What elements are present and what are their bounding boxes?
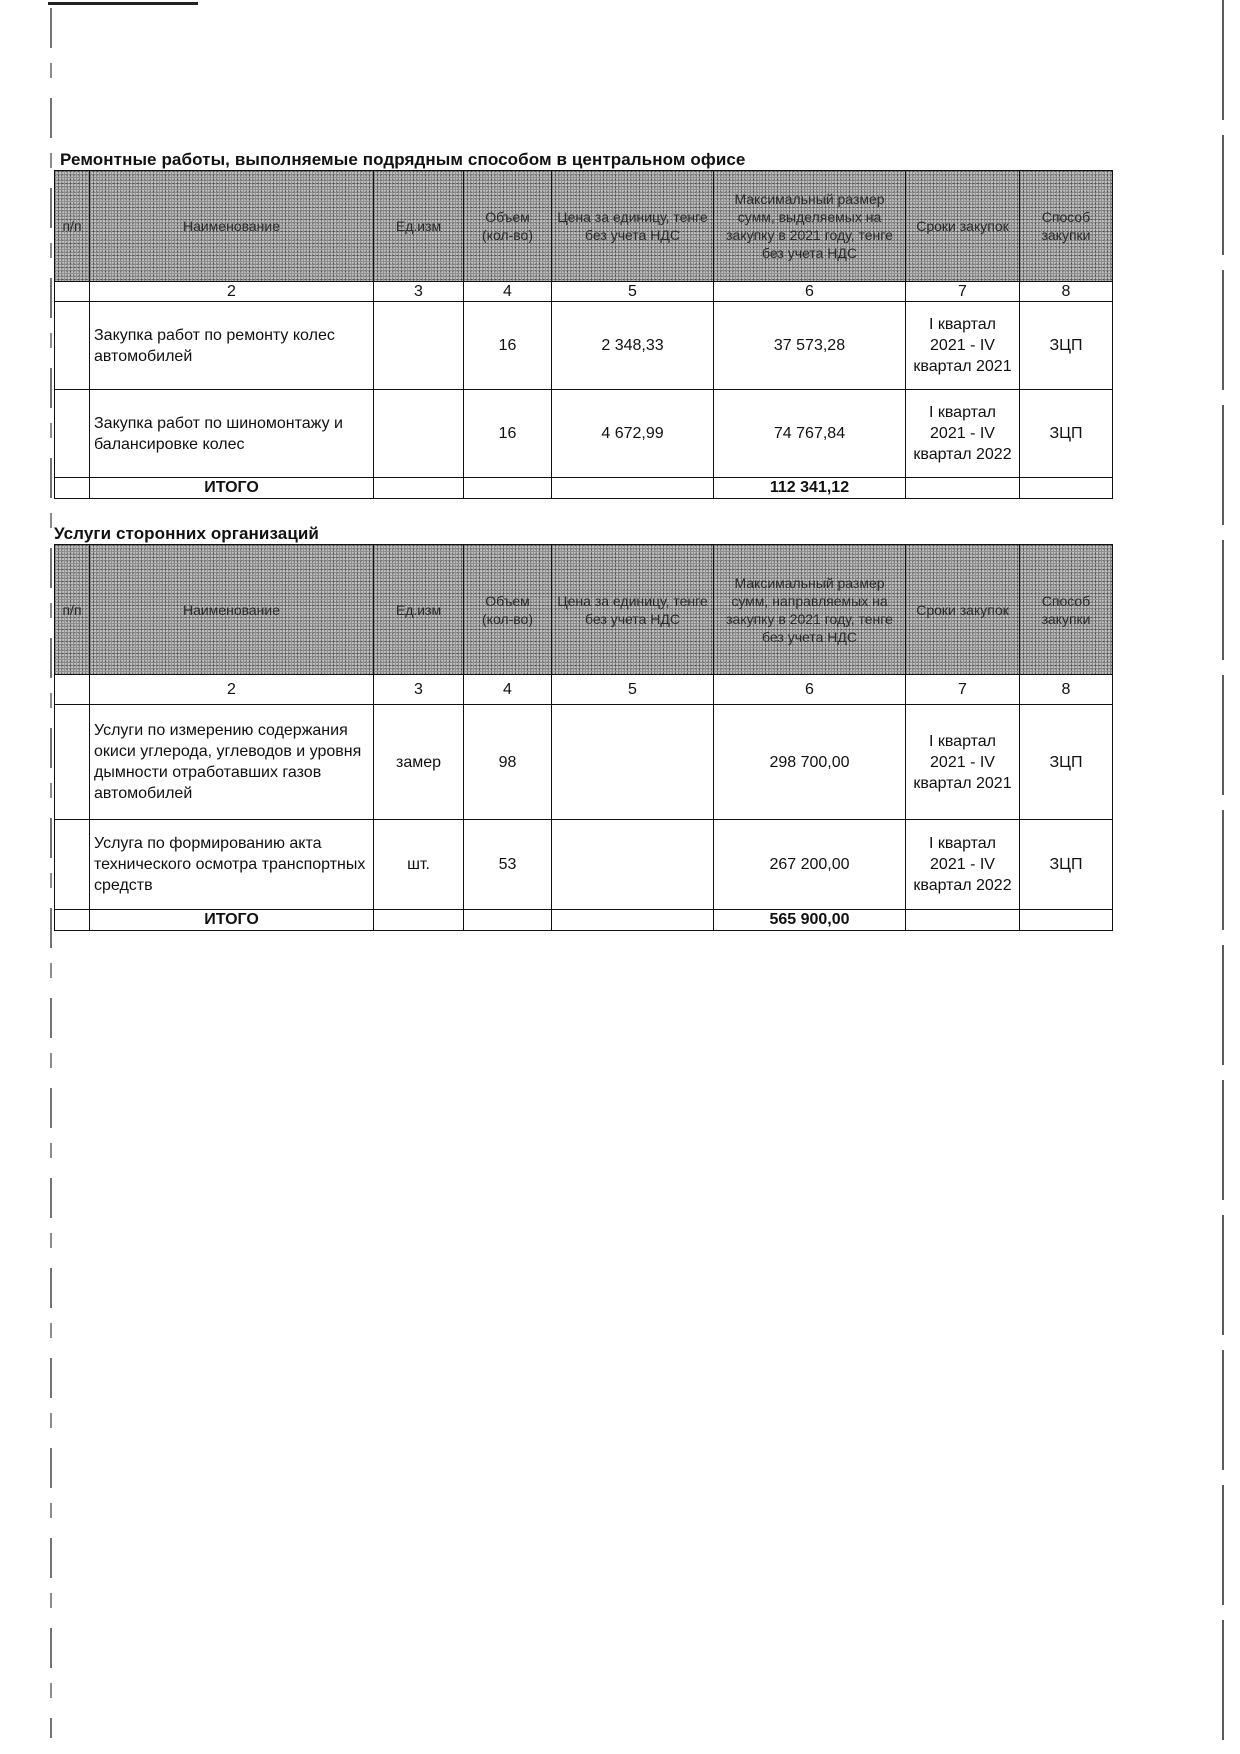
- header-cell-qty: Объем (кол-во): [464, 171, 552, 282]
- row-price: [552, 705, 714, 820]
- row-sum: 267 200,00: [714, 820, 906, 910]
- column-number: 7: [906, 675, 1020, 705]
- total-row: [55, 478, 1113, 499]
- row-name: Закупка работ по шиномонтажу и балансировке колес: [90, 390, 374, 478]
- header-cell-sum: Максимальный размер сумм, выделяемых на закупку в 2021 году, тенге без учета НДС: [714, 171, 906, 282]
- row-method: ЗЦП: [1020, 705, 1113, 820]
- column-number: 5: [552, 282, 714, 302]
- row-qty: 98: [464, 705, 552, 820]
- total-empty-cell: [55, 910, 90, 931]
- total-empty-cell: [1020, 478, 1113, 499]
- row-price: 4 672,99: [552, 390, 714, 478]
- row-sum: 74 767,84: [714, 390, 906, 478]
- total-empty-cell: [55, 478, 90, 499]
- column-number: 6: [714, 282, 906, 302]
- row-sum: 37 573,28: [714, 302, 906, 390]
- row-qty: 16: [464, 302, 552, 390]
- column-numbers-row: [55, 675, 1113, 705]
- column-number: 4: [464, 282, 552, 302]
- header-cell-unit: Ед.изм: [374, 171, 464, 282]
- row-no: [55, 820, 90, 910]
- row-unit: шт.: [374, 820, 464, 910]
- header-cell-qty: Объем (кол-во): [464, 545, 552, 675]
- row-method: ЗЦП: [1020, 302, 1113, 390]
- row-term: I квартал 2021 - IV квартал 2021: [906, 302, 1020, 390]
- header-cell-term: Сроки закупок: [906, 171, 1020, 282]
- header-cell-price: Цена за единицу, тенге без учета НДС: [552, 545, 714, 675]
- row-qty: 16: [464, 390, 552, 478]
- section-title-services: Услуги сторонних организаций: [54, 524, 319, 543]
- row-term: I квартал 2021 - IV квартал 2022: [906, 820, 1020, 910]
- header-cell-method: Способ закупки: [1020, 171, 1113, 282]
- row-method: ЗЦП: [1020, 390, 1113, 478]
- header-cell-unit: Ед.изм: [374, 545, 464, 675]
- repair-works-table: [54, 170, 1113, 499]
- header-cell-method: Способ закупки: [1020, 545, 1113, 675]
- header-cell-name: Наименование: [90, 171, 374, 282]
- row-no: [55, 302, 90, 390]
- row-name: Закупка работ по ремонту колес автомобилей: [90, 302, 374, 390]
- row-no: [55, 705, 90, 820]
- row-term: I квартал 2021 - IV квартал 2021: [906, 705, 1020, 820]
- row-price: [552, 820, 714, 910]
- row-qty: 53: [464, 820, 552, 910]
- column-number: 8: [1020, 282, 1113, 302]
- scan-edge-left: [50, 8, 52, 1738]
- header-cell-no: п/п: [55, 545, 90, 675]
- third-party-services-table: [54, 544, 1113, 931]
- row-method: ЗЦП: [1020, 820, 1113, 910]
- table-row: [55, 705, 1113, 820]
- column-number: 6: [714, 675, 906, 705]
- total-sum: 112 341,12: [714, 478, 906, 499]
- column-number: [55, 675, 90, 705]
- table-header-row: [55, 545, 1113, 675]
- row-term: I квартал 2021 - IV квартал 2022: [906, 390, 1020, 478]
- table-row: [55, 820, 1113, 910]
- total-row: [55, 910, 1113, 931]
- total-empty-cell: [464, 910, 552, 931]
- total-empty-cell: [552, 910, 714, 931]
- header-cell-sum: Максимальный размер сумм, направляемых на закупку в 2021 году, тенге без учета НДС: [714, 545, 906, 675]
- row-unit: замер: [374, 705, 464, 820]
- table-header-row: [55, 171, 1113, 282]
- column-number: [55, 282, 90, 302]
- total-sum: 565 900,00: [714, 910, 906, 931]
- row-unit: [374, 390, 464, 478]
- total-empty-cell: [906, 910, 1020, 931]
- row-name: Услуга по формированию акта технического осмотра транспортных средств: [90, 820, 374, 910]
- header-cell-no: п/п: [55, 171, 90, 282]
- total-empty-cell: [464, 478, 552, 499]
- column-number: 2: [90, 675, 374, 705]
- column-number: 8: [1020, 675, 1113, 705]
- total-empty-cell: [906, 478, 1020, 499]
- row-sum: 298 700,00: [714, 705, 906, 820]
- table-row: [55, 302, 1113, 390]
- column-number: 5: [552, 675, 714, 705]
- column-number: 2: [90, 282, 374, 302]
- row-no: [55, 390, 90, 478]
- total-label: ИТОГО: [90, 478, 374, 499]
- header-cell-name: Наименование: [90, 545, 374, 675]
- column-number: 4: [464, 675, 552, 705]
- total-label: ИТОГО: [90, 910, 374, 931]
- table-row: [55, 390, 1113, 478]
- column-number: 7: [906, 282, 1020, 302]
- scan-edge-right: [1222, 0, 1224, 1754]
- row-name: Услуги по измерению содержания окиси углерода, углеводов и уровня дымности отработавших газов автомобилей: [90, 705, 374, 820]
- row-price: 2 348,33: [552, 302, 714, 390]
- column-numbers-row: [55, 282, 1113, 302]
- total-empty-cell: [374, 478, 464, 499]
- total-empty-cell: [552, 478, 714, 499]
- row-unit: [374, 302, 464, 390]
- section-title-repair: Ремонтные работы, выполняемые подрядным способом в центральном офисе: [60, 150, 746, 169]
- scan-edge-top: [48, 2, 198, 5]
- column-number: 3: [374, 282, 464, 302]
- header-cell-term: Сроки закупок: [906, 545, 1020, 675]
- total-empty-cell: [1020, 910, 1113, 931]
- total-empty-cell: [374, 910, 464, 931]
- header-cell-price: Цена за единицу, тенге без учета НДС: [552, 171, 714, 282]
- column-number: 3: [374, 675, 464, 705]
